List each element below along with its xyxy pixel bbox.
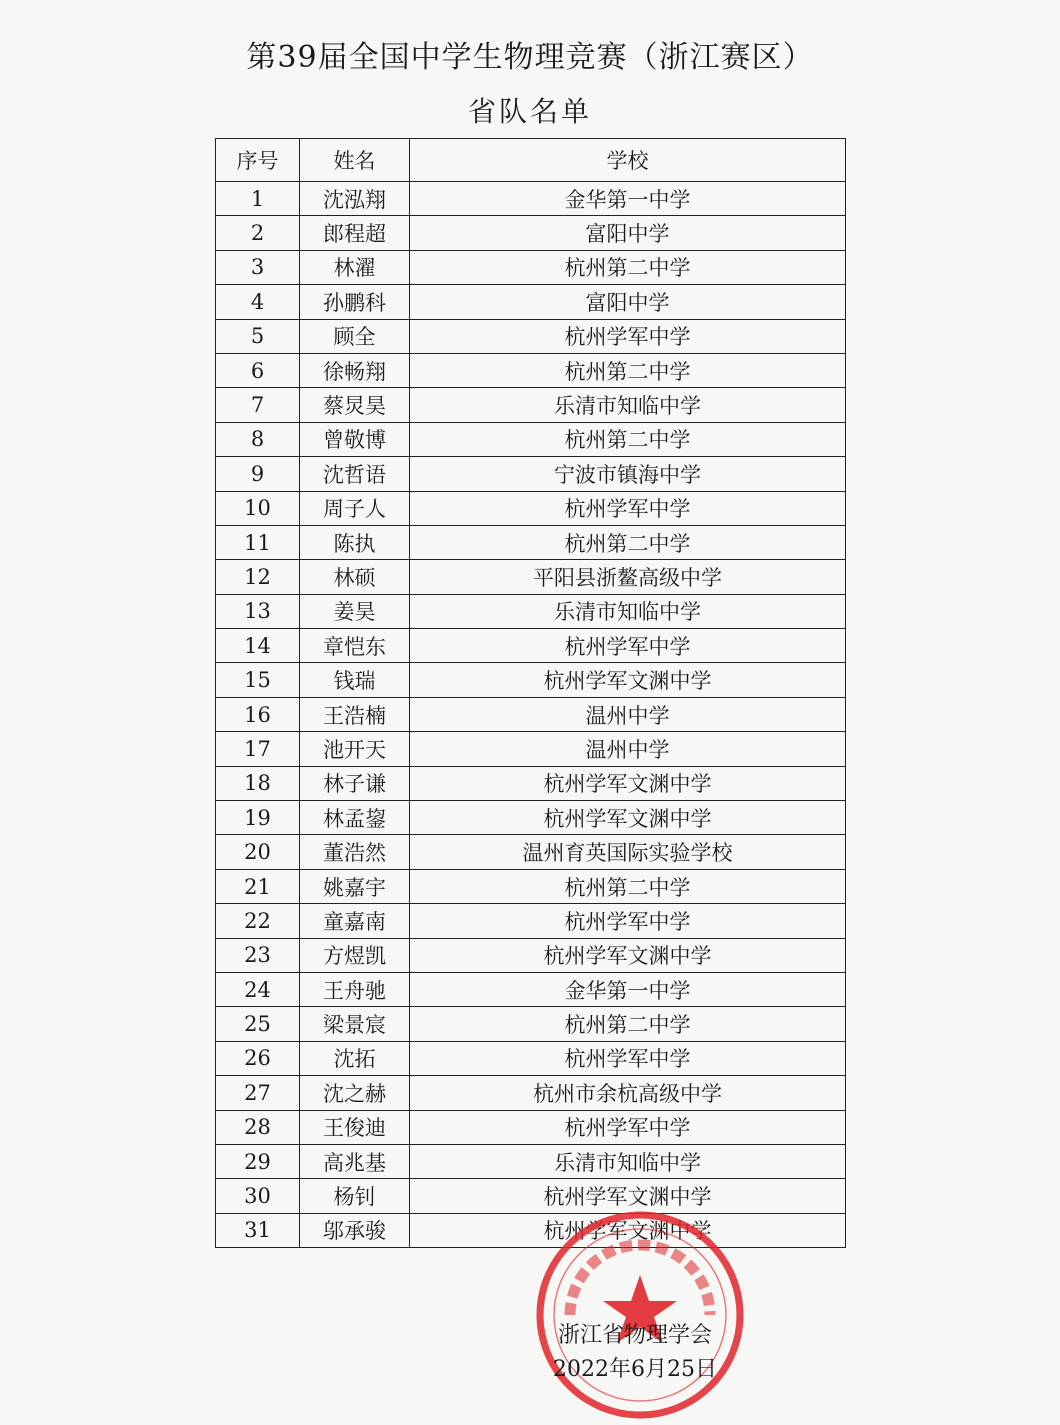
row-index: 3 [216,250,300,284]
school-name: 金华第一中学 [410,972,846,1006]
row-index: 19 [216,801,300,835]
table-row [216,904,846,938]
student-name: 沈哲语 [300,457,410,491]
header-index: 序号 [216,139,300,182]
school-name: 杭州第二中学 [410,250,846,284]
table-row [216,216,846,250]
table-row [216,250,846,284]
row-index: 30 [216,1179,300,1213]
table-row [216,1144,846,1178]
header-school: 学校 [410,139,846,182]
student-name: 林孟鋆 [300,801,410,835]
row-index: 27 [216,1076,300,1110]
row-index: 9 [216,457,300,491]
school-name: 杭州第二中学 [410,353,846,387]
school-name: 温州中学 [410,697,846,731]
school-name: 富阳中学 [410,285,846,319]
school-name: 温州育英国际实验学校 [410,835,846,869]
student-name: 童嘉南 [300,904,410,938]
student-name: 徐畅翔 [300,353,410,387]
school-name: 杭州学军文渊中学 [410,1213,846,1247]
school-name: 杭州学军中学 [410,1041,846,1075]
row-index: 12 [216,560,300,594]
student-name: 梁景宸 [300,1007,410,1041]
school-name: 金华第一中学 [410,182,846,216]
row-index: 29 [216,1144,300,1178]
table-row [216,560,846,594]
table-row [216,1007,846,1041]
school-name: 乐清市知临中学 [410,388,846,422]
student-name: 林濯 [300,250,410,284]
student-name: 高兆基 [300,1144,410,1178]
header-name: 姓名 [300,139,410,182]
student-name: 沈泓翔 [300,182,410,216]
school-name: 乐清市知临中学 [410,594,846,628]
student-name: 林子谦 [300,766,410,800]
table-row [216,319,846,353]
table-row [216,835,846,869]
row-index: 15 [216,663,300,697]
row-index: 1 [216,182,300,216]
roster-table [215,138,846,1248]
student-name: 王俊迪 [300,1110,410,1144]
table-row [216,594,846,628]
school-name: 平阳县浙鳌高级中学 [410,560,846,594]
issue-date: 2022年6月25日 [553,1357,717,1382]
student-name: 杨钊 [300,1179,410,1213]
row-index: 18 [216,766,300,800]
row-index: 16 [216,697,300,731]
school-name: 杭州第二中学 [410,525,846,559]
row-index: 22 [216,904,300,938]
student-name: 王舟驰 [300,972,410,1006]
table-row [216,1110,846,1144]
row-index: 25 [216,1007,300,1041]
row-index: 24 [216,972,300,1006]
school-name: 杭州学军文渊中学 [410,801,846,835]
student-name: 孙鹏科 [300,285,410,319]
school-name: 杭州学军文渊中学 [410,938,846,972]
issuer-name: 浙江省物理学会 [557,1323,712,1348]
school-name: 富阳中学 [410,216,846,250]
row-index: 21 [216,869,300,903]
student-name: 姜昊 [300,594,410,628]
row-index: 8 [216,422,300,456]
school-name: 温州中学 [410,732,846,766]
row-index: 4 [216,285,300,319]
school-name: 杭州学军文渊中学 [410,766,846,800]
table-row [216,1041,846,1075]
school-name: 乐清市知临中学 [410,1144,846,1178]
row-index: 11 [216,525,300,559]
student-name: 方煜凯 [300,938,410,972]
table-row [216,697,846,731]
table-row [216,766,846,800]
document-title: 第39届全国中学生物理竞赛（浙江赛区） [246,40,814,75]
row-index: 7 [216,388,300,422]
roster-body [216,182,846,1248]
student-name: 钱瑞 [300,663,410,697]
row-index: 31 [216,1213,300,1247]
row-index: 10 [216,491,300,525]
student-name: 邬承骏 [300,1213,410,1247]
table-row [216,1076,846,1110]
table-row [216,869,846,903]
student-name: 池开天 [300,732,410,766]
row-index: 28 [216,1110,300,1144]
school-name: 杭州学军中学 [410,319,846,353]
row-index: 5 [216,319,300,353]
table-row [216,182,846,216]
table-row [216,663,846,697]
school-name: 杭州第二中学 [410,1007,846,1041]
student-name: 林硕 [300,560,410,594]
table-row [216,629,846,663]
student-name: 沈拓 [300,1041,410,1075]
row-index: 6 [216,353,300,387]
row-index: 20 [216,835,300,869]
document-subtitle: 省队名单 [467,95,592,128]
student-name: 章恺东 [300,629,410,663]
row-index: 2 [216,216,300,250]
student-name: 沈之赫 [300,1076,410,1110]
table-row [216,972,846,1006]
row-index: 17 [216,732,300,766]
table-row [216,388,846,422]
student-name: 郎程超 [300,216,410,250]
school-name: 杭州第二中学 [410,869,846,903]
student-name: 姚嘉宇 [300,869,410,903]
table-row [216,525,846,559]
table-row [216,801,846,835]
school-name: 杭州学军中学 [410,904,846,938]
student-name: 蔡炅昊 [300,388,410,422]
row-index: 14 [216,629,300,663]
table-row [216,422,846,456]
student-name: 顾全 [300,319,410,353]
table-header-row [216,139,846,182]
table-row [216,353,846,387]
student-name: 王浩楠 [300,697,410,731]
student-name: 董浩然 [300,835,410,869]
school-name: 杭州学军文渊中学 [410,663,846,697]
row-index: 23 [216,938,300,972]
row-index: 26 [216,1041,300,1075]
school-name: 杭州第二中学 [410,422,846,456]
official-seal [530,1205,750,1425]
school-name: 宁波市镇海中学 [410,457,846,491]
school-name: 杭州学军中学 [410,491,846,525]
school-name: 杭州学军中学 [410,1110,846,1144]
table-row [216,491,846,525]
table-row [216,285,846,319]
school-name: 杭州学军中学 [410,629,846,663]
student-name: 曾敬博 [300,422,410,456]
school-name: 杭州市余杭高级中学 [410,1076,846,1110]
student-name: 周子人 [300,491,410,525]
row-index: 13 [216,594,300,628]
table-row [216,732,846,766]
table-row [216,457,846,491]
table-row [216,938,846,972]
student-name: 陈执 [300,525,410,559]
school-name: 杭州学军文渊中学 [410,1179,846,1213]
